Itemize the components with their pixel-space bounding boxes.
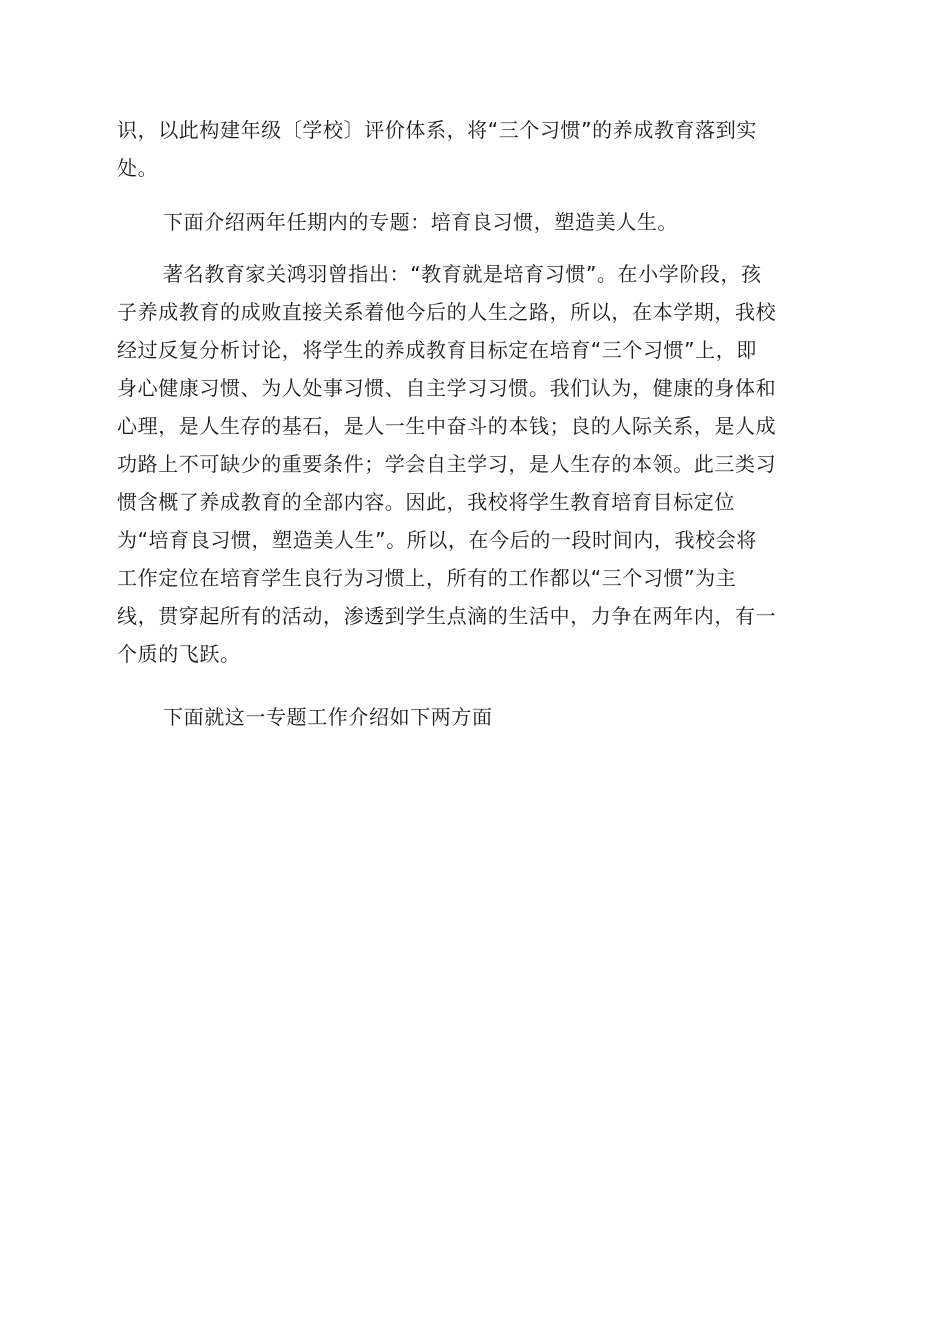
paragraph-3-line-7: 惯含概了养成教育的全部内容。因此，我校将学生教育培育目标定位	[117, 490, 735, 514]
paragraph-3	[117, 255, 833, 673]
paragraph-2-line-1: 下面介绍两年任期内的专题：培育良习惯，塑造美人生。	[163, 210, 678, 234]
paragraph-3-line-6: 功路上不可缺少的重要条件；学会自主学习，是人生存的本领。此三类习	[117, 452, 777, 476]
paragraph-3-line-3: 经过反复分析讨论，将学生的养成教育目标定在培育“三个习惯”上，即	[117, 338, 757, 362]
paragraph-3-line-1: 著名教育家关鸿羽曾指出：“教育就是培育习惯”。在小学阶段，孩	[163, 262, 762, 286]
paragraph-3-line-5: 心理，是人生存的基石，是人一生中奋斗的本钱；良的人际关系，是人成	[117, 414, 777, 438]
paragraph-3-line-11: 个质的飞跃。	[117, 642, 241, 666]
paragraph-4-line-1: 下面就这一专题工作介绍如下两方面	[163, 705, 493, 729]
paragraph-3-line-2: 子养成教育的成败直接关系着他今后的人生之路，所以，在本学期，我校	[117, 300, 777, 324]
paragraph-1-line-1: 识，以此构建年级〔学校〕评价体系，将“三个习惯”的养成教育落到实	[117, 118, 757, 142]
paragraph-3-line-8: 为“培育良习惯，塑造美人生”。所以，在今后的一段时间内，我校会将	[117, 528, 757, 552]
paragraph-1	[117, 111, 833, 187]
paragraph-1-line-2: 处。	[117, 156, 159, 180]
paragraph-3-line-9: 工作定位在培育学生良行为习惯上，所有的工作都以“三个习惯”为主	[117, 566, 737, 590]
paragraph-3-line-4: 身心健康习惯、为人处事习惯、自主学习习惯。我们认为，健康的身体和	[117, 376, 777, 400]
paragraph-2	[117, 203, 833, 241]
paragraph-3-line-10: 线，贯穿起所有的活动，渗透到学生点滴的生活中，力争在两年内，有一	[117, 604, 777, 628]
paragraph-4	[117, 698, 833, 736]
